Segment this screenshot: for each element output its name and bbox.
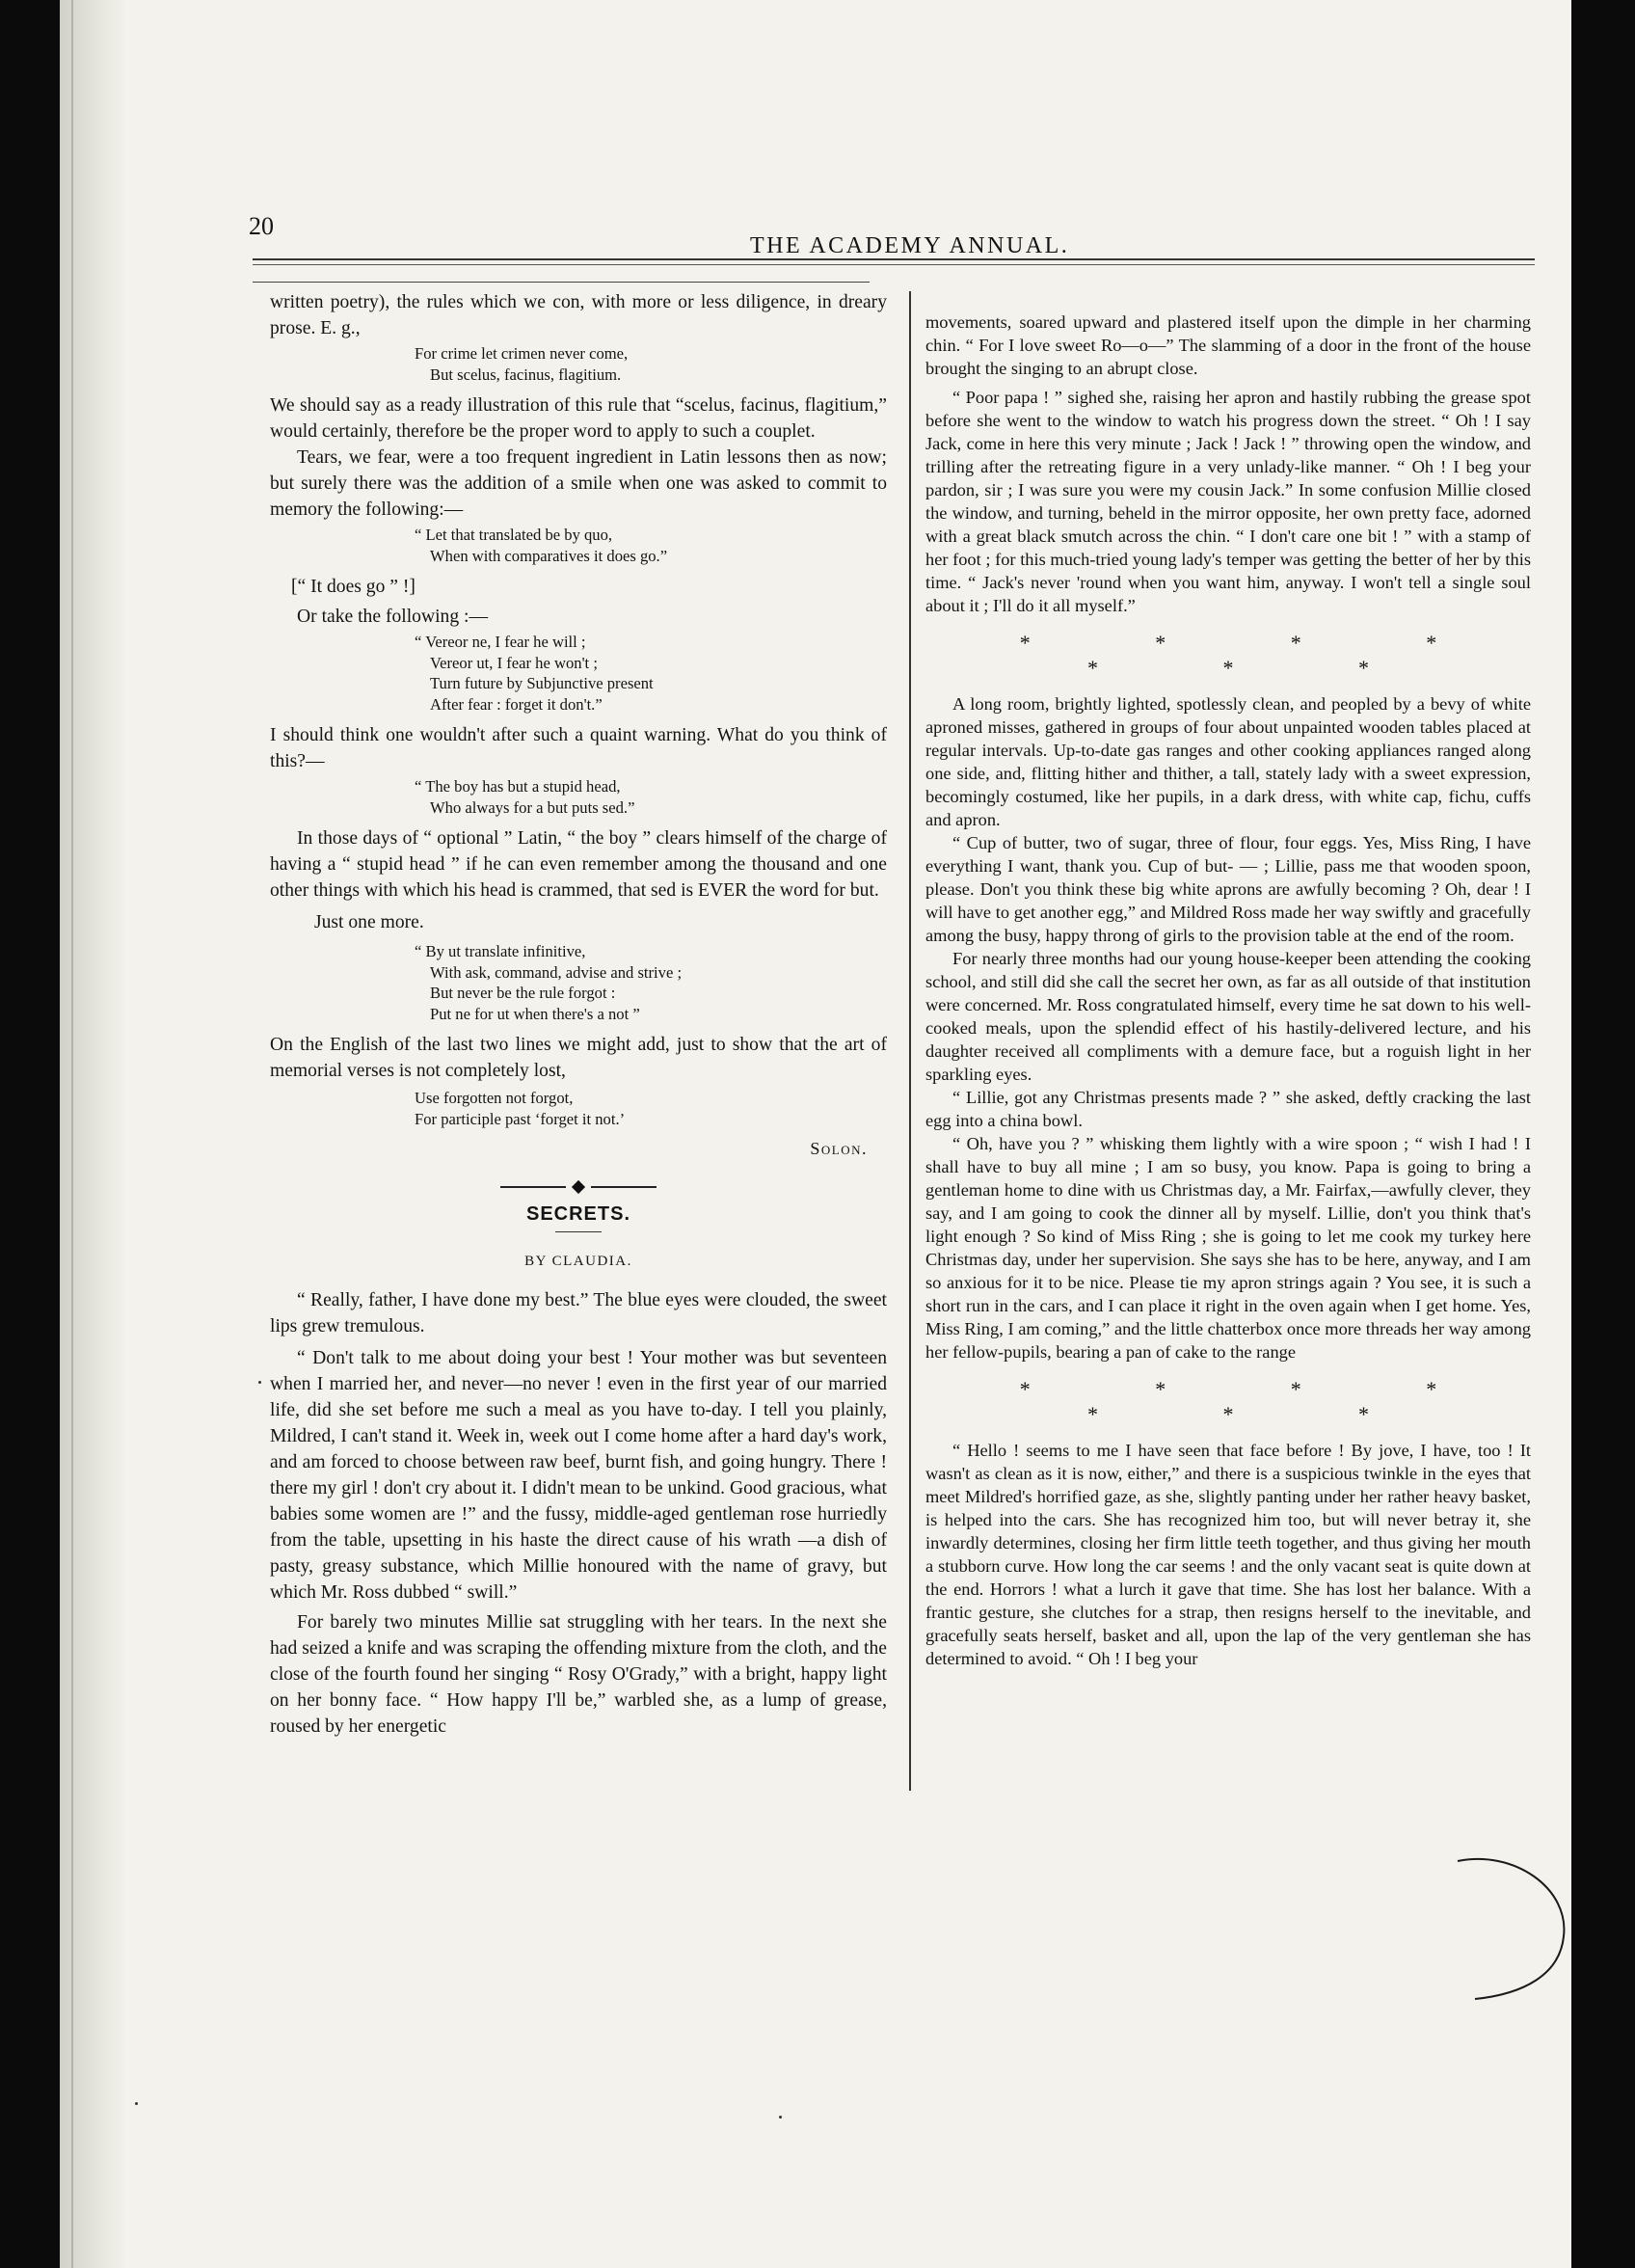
right-column xyxy=(925,310,1531,1979)
paragraph: “ Don't talk to me about doing your best ! Your mother was but seventeen when I married her, and never—no never ! even in the first year of our married life, did she set before me such a meal as you have to-day. I tell you plainly, Mildred, I can't stand it. Week in, week out I come home after a hard day's work, and am forced to choose between raw beef, burnt fish, and going hungry. There ! there my girl ! don't cry about it. I didn't mean to be unkind. Good gracious, what babies some women are !” and the fussy, middle-aged gentleman rose hurriedly from the table, upsetting in his haste the direct cause of his wrath —a dish of pasty, greasy substance, which Millie honoured with the name of gravy, but which Mr. Ross dubbed “ swill.” xyxy=(270,1348,887,1603)
author-signature: Solon. xyxy=(810,1139,868,1158)
pencil-mark xyxy=(1456,1850,1571,2004)
ink-speck xyxy=(258,1381,261,1384)
title-rule xyxy=(555,1231,602,1232)
paragraph: We should say as a ready illustration of this rule that “scelus, facinus, flagitium,” would certainly, therefore be the proper word to apply to such a couplet. xyxy=(270,395,887,442)
paragraph: Or take the following :— xyxy=(297,607,489,627)
verse xyxy=(415,632,887,715)
verse-line: But scelus, facinus, flagitium. xyxy=(430,364,622,384)
paragraph: movements, soared upward and plastered itself upon the dimple in her charming chin. “ For I love sweet Ro—o—” The slamming of a door in the front of the house brought the singing to an abrupt close. xyxy=(925,312,1531,378)
section-break-stars: * * * * * * * xyxy=(1019,1377,1497,1426)
paragraph: “ Poor papa ! ” sighed she, raising her apron and hastily rubbing the grease spot before she went to the window to watch his progress down the street. “ Oh ! I say Jack, come in here this very minute ; Jack ! Jack ! ” throwing open the window, and trilling after the retreating figure in a very unlady-like manner. “ Oh ! I beg your pardon, sir ; I was sure you were my cousin Jack.” In some confusion Millie closed the window, and turning, beheld in the mirror opposite, her own pretty face, adorned with a great black smutch across the chin. “ I don't care one bit ! ” with a stamp of her foot ; for this much-tried young lady's temper was getting the better of her by this time. “ Jack's never 'round when you want him, anyway. I won't tell a single soul about it ; I'll do it all myself.” xyxy=(925,388,1531,615)
verse-line: “ By ut translate infinitive, xyxy=(415,942,586,960)
column-divider xyxy=(909,291,911,1791)
paragraph: “ Oh, have you ? ” whisking them lightly with a wire spoon ; “ wish I had ! I shall have to buy all mine ; I am so busy, you know. Papa is going to bring a gentleman home to dine with us Christmas day, a Mr. Fairfax,—awfully clever, they say, and I am going to cook the dinner all by myself. Lillie, don't you think that's light enough ? So kind of Miss Ring ; she is going to let me cook my turkey here Christmas day, under her supervision. She says she has to be here, anyway, and I am so anxious for it to be nice. Please tie my apron strings again ? You see, it is such a short run in the cars, and I can place it right in the oven again when I get home. Yes, Miss Ring, I am coming,” and the little chatterbox once more threads her way among her fellow-pupils, bearing a pan of cake to the range xyxy=(925,1134,1531,1362)
paragraph: “ Really, father, I have done my best.” The blue eyes were clouded, the sweet lips grew tremulous. xyxy=(270,1290,887,1336)
verse-line: Vereor ut, I fear he won't ; xyxy=(430,653,598,672)
paragraph: I should think one wouldn't after such a quaint warning. What do you think of this?— xyxy=(270,725,887,771)
verse xyxy=(415,1088,887,1129)
ink-speck xyxy=(135,2102,138,2105)
header-rule-thin xyxy=(253,264,1535,265)
verse-line: Who always for a but puts sed.” xyxy=(430,797,635,817)
verse-line: After fear : forget it don't.” xyxy=(430,694,603,714)
left-column-rule xyxy=(253,282,870,283)
verse-line: With ask, command, advise and strive ; xyxy=(430,962,683,982)
section-ornament xyxy=(270,1178,887,1192)
verse-line: But never be the rule forgot : xyxy=(430,984,616,1002)
paragraph: For nearly three months had our young house-keeper been attending the cooking school, and still did she call the secret her own, as far as all outside of that institution were concerned. Mr. Ross congratulated himself, every time he sat down to his well-cooked meals, upon the splendid effect of his hastily-delivered lecture, and his daughter received all compliments with a demure face, but a roguish light in her sparkling eyes. xyxy=(925,949,1531,1084)
paragraph: “ Hello ! seems to me I have seen that face before ! By jove, I have, too ! It wasn't as clean as it is now, either,” and there is a suspicious twinkle in the eyes that meet Mildred's horrified gaze, as she, slightly panting under her rather heavy basket, is helped into the cars. She has recognized him too, but will never betray it, she inwardly determines, closing her firm little teeth together, and thus giving her mouth a stubborn curve. How long the car seems ! and the only vacant seat is quite down at the end. Horrors ! what a lurch it gave that time. She has lost her balance. With a frantic gesture, she clutches for a strap, then resigns herself to the inevitable, and gracefully seats herself, basket and all, upon the lap of the very gentleman she has determined to avoid. “ Oh ! I beg your xyxy=(925,1441,1531,1668)
verse-line: Turn future by Subjunctive present xyxy=(430,674,654,692)
verse-line: For participle past ‘forget it not.’ xyxy=(415,1109,626,1128)
paragraph: In those days of “ optional ” Latin, “ the boy ” clears himself of the charge of having a “ stupid head ” if he can even remember among the thousand and one other things with which his head is crammed, that sed is EVER the word for but. xyxy=(270,828,887,901)
ink-speck xyxy=(779,2116,782,2119)
left-column xyxy=(270,289,887,1986)
paragraph: “ Cup of butter, two of sugar, three of flour, four eggs. Yes, Miss Ring, I have everything I want, thank you. Cup of but- — ; Lillie, pass me that wooden spoon, please. Don't you think these big white aprons are awfully becoming ? Oh, dear ! I will have to get another egg,” and Mildred Ross made her way swiftly and gracefully among the busy, happy throng of girls to the provision table at the end of the room. xyxy=(925,833,1531,945)
verse-line: “ The boy has but a stupid head, xyxy=(415,777,621,796)
section-break-stars: * * * * * * * xyxy=(1019,631,1497,680)
verse xyxy=(415,525,887,566)
paragraph: “ Lillie, got any Christmas presents made ? ” she asked, deftly cracking the last egg into a china bowl. xyxy=(925,1088,1531,1130)
verse xyxy=(415,776,887,818)
header-rule xyxy=(253,258,1535,260)
page-number: 20 xyxy=(249,212,274,240)
story-title: SECRETS. xyxy=(525,1203,631,1225)
paragraph: written poetry), the rules which we con, with more or less diligence, in dreary prose. E. g., xyxy=(270,292,887,338)
running-header xyxy=(249,212,1541,258)
paragraph: A long room, brightly lighted, spotlessly clean, and peopled by a bevy of white aproned misses, gathered in groups of four about unpainted wooden tables placed at regular intervals. Up-to-date gas ranges and other cooking appliances ranged along one side, and, flitting hither and thither, a tall, stately lady with a sweet expression, becomingly costumed, like her pupils, in a dark dress, with white cap, fichu, cuffs and apron. xyxy=(925,694,1531,829)
verse xyxy=(415,941,887,1024)
paragraph: Tears, we fear, were a too frequent ingredient in Latin lessons then as now; but surely there was the addition of a smile when one was asked to commit to memory the following:— xyxy=(270,447,887,520)
book-gutter xyxy=(60,0,127,2268)
verse xyxy=(415,343,887,385)
verse-line: When with comparatives it does go.” xyxy=(430,546,668,565)
verse-line: “ Vereor ne, I fear he will ; xyxy=(415,633,586,651)
verse-line: “ Let that translated be by quo, xyxy=(415,526,613,544)
story-byline: BY CLAUDIA. xyxy=(524,1254,632,1269)
verse-line: Use forgotten not forgot, xyxy=(415,1089,574,1107)
paragraph: On the English of the last two lines we might add, just to show that the art of memorial verses is not completely lost, xyxy=(270,1035,887,1081)
verse-line: For crime let crimen never come, xyxy=(415,344,629,363)
bracket-note: [“ It does go ” !] xyxy=(291,577,415,597)
running-title: THE ACADEMY ANNUAL. xyxy=(750,233,1070,258)
paragraph: Just one more. xyxy=(314,912,424,932)
paragraph: For barely two minutes Millie sat struggling with her tears. In the next she had seized a knife and was scraping the offending mixture from the cloth, and the close of the fourth found her singing “ Rosy O'Grady,” with a bright, happy light on her bonny face. “ How happy I'll be,” warbled she, as a lump of grease, roused by her energetic xyxy=(270,1612,887,1737)
verse-line: Put ne for ut when there's a not ” xyxy=(430,1004,640,1023)
